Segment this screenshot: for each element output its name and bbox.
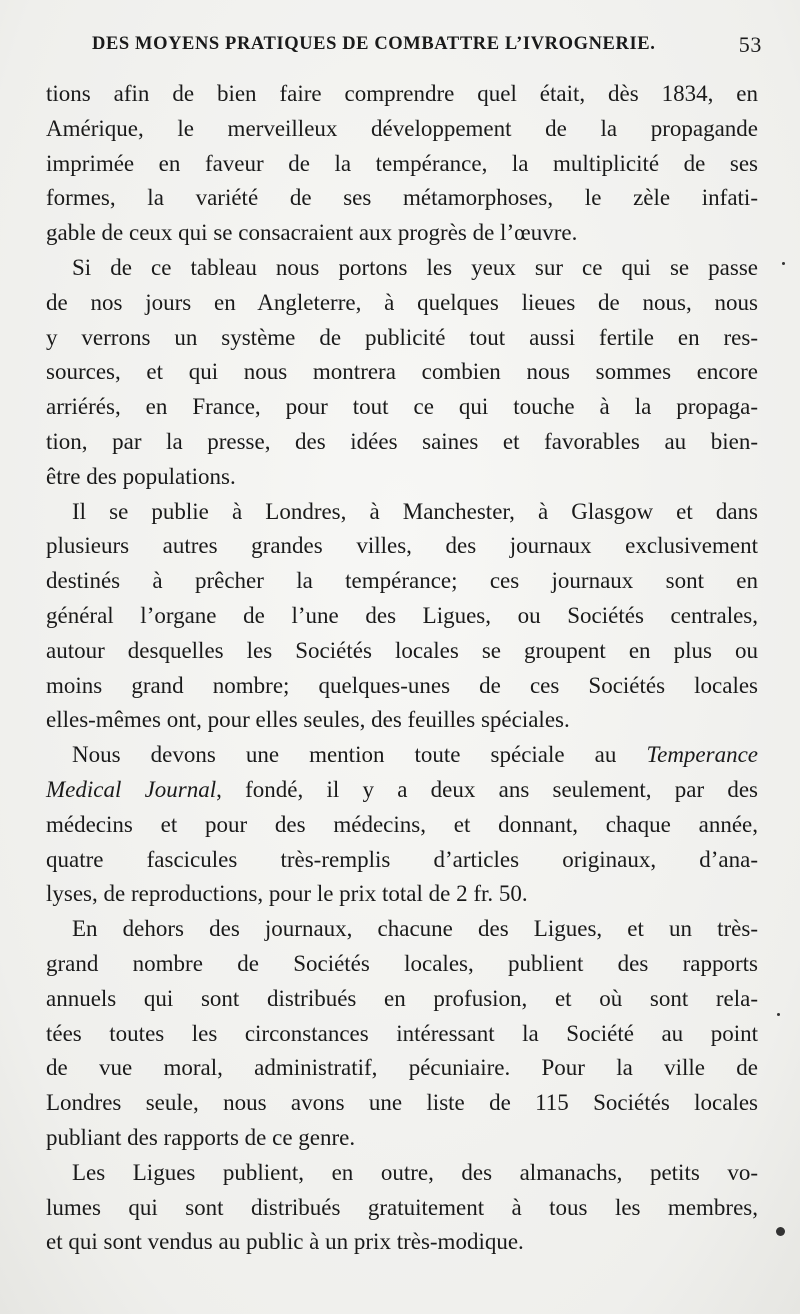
text-line: arriérés, en France, pour tout ce qui touche à la propaga- [46, 394, 758, 420]
text-line: annuels qui sont distribués en profusion, et où sont rela- [46, 985, 758, 1011]
paragraph-angleterre [46, 251, 758, 495]
ink-speck [777, 1013, 780, 1016]
paragraph-almanachs [46, 1156, 758, 1260]
text-line: lumes qui sont distribués gratuitement à tous les membres, [46, 1194, 758, 1220]
italic-title: Temperance [646, 742, 759, 768]
text-line: y verrons un système de publicité tout aussi fertile en res- [46, 324, 758, 350]
ink-speck [782, 262, 785, 265]
text-line: imprimée en faveur de la tempérance, la multiplicité de ses [46, 150, 758, 176]
text-line: plusieurs autres grandes villes, des journaux exclusivement [46, 533, 758, 559]
ink-speck [776, 1227, 785, 1236]
paragraph-journaux [46, 495, 758, 739]
text-line [46, 738, 758, 773]
text-line: quatre fascicules très-remplis d’articles originaux, d’ana- [46, 846, 758, 872]
text-line: et qui sont vendus au public à un prix très-modique. [46, 1229, 524, 1255]
text-line: Amérique, le merveilleux développement de la propagande [46, 115, 758, 141]
text-line: sources, et qui nous montrera combien nous sommes encore [46, 359, 758, 385]
text-line: En dehors des journaux, chacune des Ligues, et un très- [72, 916, 758, 942]
text-line: général l’organe de l’une des Ligues, ou Sociétés centrales, [46, 602, 758, 628]
italic-title: Medical Journal [46, 776, 217, 802]
text-line: autour desquelles les Sociétés locales se groupent en plus ou [46, 637, 758, 663]
text-line: moins grand nombre; quelques-unes de ces Sociétés locales [46, 672, 758, 698]
text-line: Si de ce tableau nous portons les yeux sur ce qui se passe [72, 254, 758, 280]
text-line: Londres seule, nous avons une liste de 115 Sociétés locales [46, 1090, 758, 1116]
text-line: gable de ceux qui se consacraient aux progrès de l’œuvre. [46, 220, 578, 246]
text-line: publiant des rapports de ce genre. [46, 1124, 356, 1150]
text-line: tions afin de bien faire comprendre quel était, dès 1834, en [46, 81, 758, 106]
text-line: lyses, de reproductions, pour le prix total de 2 fr. 50. [46, 881, 528, 907]
running-head [92, 34, 762, 64]
text-line: tion, par la presse, des idées saines et favorables au bien- [46, 428, 758, 454]
text-line: Les Ligues publient, en outre, des almanachs, petits vo- [72, 1159, 758, 1185]
text-line: tées toutes les circonstances intéressant la Société au point [46, 1020, 758, 1046]
text-line: grand nombre de Sociétés locales, publient des rapports [46, 950, 758, 976]
text-line: formes, la variété de ses métamorphoses, le zèle infati- [46, 185, 758, 211]
text-line [46, 773, 758, 808]
text-line: de vue moral, administratif, pécuniaire. Pour la ville de [46, 1055, 758, 1081]
text-line: médecins et pour des médecins, et donnant, chaque année, [46, 811, 758, 837]
paragraph-rapports [46, 912, 758, 1156]
page-number: 53 [738, 32, 762, 57]
text-line: être des populations. [46, 463, 236, 489]
text-line: elles-mêmes ont, pour elles seules, des feuilles spéciales. [46, 707, 570, 733]
text-span: , fondé, il y a deux ans seulement, par des [216, 776, 758, 802]
text-line: de nos jours en Angleterre, à quelques lieues de nous, nous [46, 289, 758, 315]
running-head-title: DES MOYENS PRATIQUES DE COMBATTRE L’IVROGNERIE. [92, 34, 656, 54]
paragraph-continuation [46, 77, 758, 251]
text-line: destinés à prêcher la tempérance; ces journaux sont en [46, 568, 758, 594]
paragraph-temperance-journal [46, 738, 758, 912]
body-text [46, 77, 758, 1260]
text-span: Nous devons une mention toute spéciale au [72, 742, 617, 768]
text-line: Il se publie à Londres, à Manchester, à Glasgow et dans [72, 498, 758, 524]
